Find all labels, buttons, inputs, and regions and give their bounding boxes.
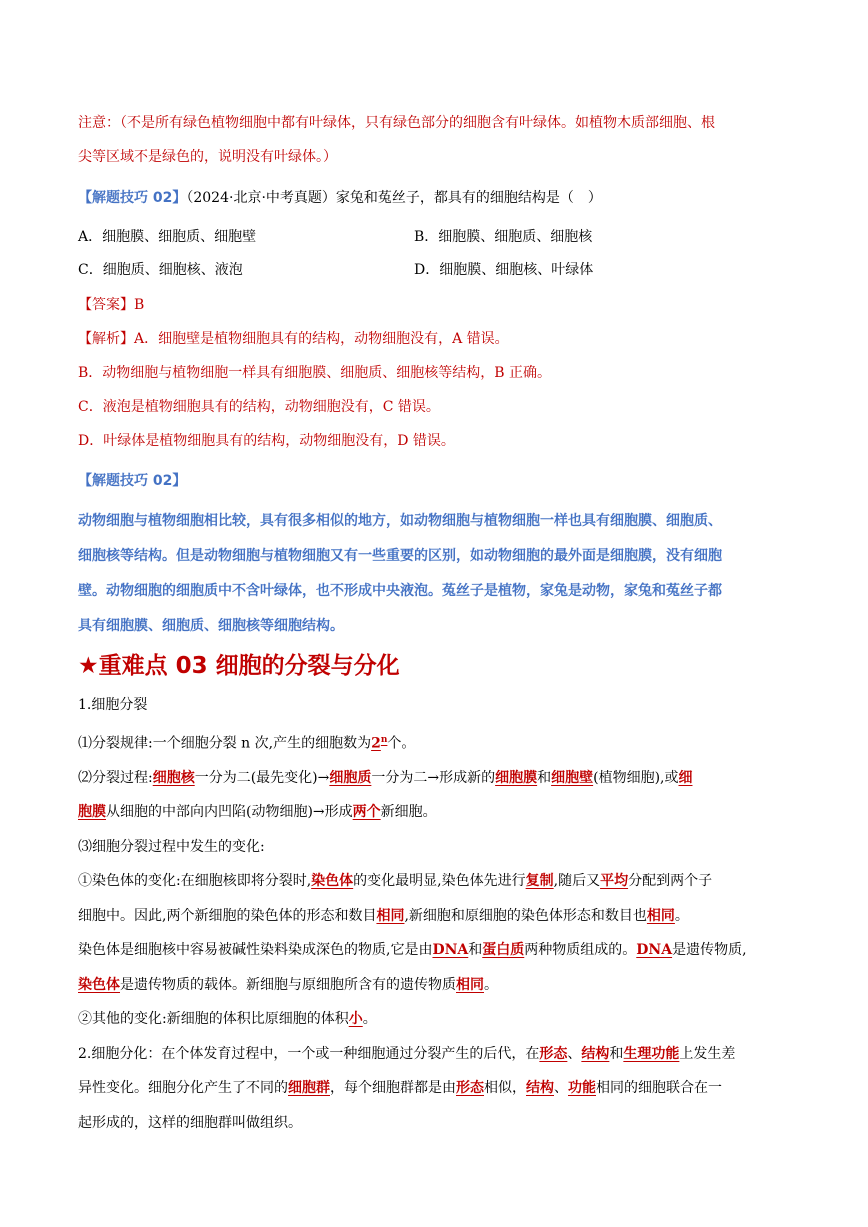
text-run: DNA [636, 942, 673, 959]
text-run: ，每个细胞群都是由 [330, 1080, 456, 1097]
text-run: 结构 [581, 1045, 610, 1062]
text-run: 的变化最明显,染色体先进行 [353, 873, 526, 890]
text-run: 生理功能 [623, 1045, 680, 1062]
text-run: 。 [674, 907, 689, 924]
text-run: ⑵分裂过程: [78, 769, 153, 786]
para-cell-division: 1.细胞分裂 [78, 697, 148, 713]
text-run: 2.细胞分化：在个体发育过程中，一个或一种细胞通过分裂产生的后代，在 [78, 1045, 540, 1062]
text-run: 个。 [387, 735, 416, 752]
text-run: 形态 [456, 1080, 484, 1097]
tip-tag: 【解题技巧 02】 [78, 473, 187, 489]
text-run: 相同 [456, 976, 484, 993]
text-run: A．细胞壁是植物细胞具有的结构，动物细胞没有，A 错误。 [134, 331, 509, 347]
text-run: 复制 [525, 873, 554, 890]
text-run: 和 [609, 1045, 624, 1062]
text-run: 细胞核 [152, 769, 195, 786]
text-run: 细胞壁 [551, 769, 594, 786]
text-run: 结构 [526, 1080, 554, 1097]
tip-line-4: 具有细胞膜、细胞质、细胞核等细胞结构。 [78, 618, 344, 634]
option-c: C．细胞质、细胞核、液泡 [78, 262, 243, 278]
note-line-1: 注意：（不是所有绿色植物细胞中都有叶绿体，只有绿色部分的细胞含有叶绿体。如植物木质部细胞、根 [78, 115, 715, 131]
text-run: 、 [554, 1080, 568, 1097]
text-run: 细 [678, 769, 693, 786]
text-run: 上发生差 [679, 1045, 736, 1062]
text-run: 细胞中。因此,两个新细胞的染色体的形态和数目 [78, 907, 377, 924]
question-stem [78, 181, 810, 215]
text-run: 异性变化。细胞分化产生了不同的 [78, 1080, 288, 1097]
question-text: （2024·北京·中考真题）家兔和菟丝子，都具有的细胞结构是（ ） [186, 190, 602, 206]
text-run: 功能 [568, 1080, 596, 1097]
para-chromosome-change [78, 864, 810, 933]
section-title: ★重难点 03 细胞的分裂与分化 [78, 653, 400, 679]
text-run: 细胞群 [288, 1080, 330, 1097]
answer-tag: 【答案】 [78, 297, 134, 313]
options-row-1 [78, 220, 810, 254]
text-run: 染色体 [311, 873, 354, 890]
note-paragraph [78, 106, 810, 174]
tip-line-3: 壁。动物细胞的细胞质中不含叶绿体，也不形成中央液泡。菟丝子是植物，家兔是动物，家兔和菟丝子都 [78, 583, 722, 599]
text-run: 分配到两个子 [628, 873, 713, 890]
text-run: ①染色体的变化:在细胞核即将分裂时, [78, 873, 312, 890]
text-run: DNA [432, 942, 469, 959]
analysis-block [78, 322, 810, 458]
analysis-line-a [78, 322, 810, 356]
option-a: A．细胞膜、细胞质、细胞壁 [78, 229, 257, 245]
text-run: 染色体 [78, 976, 120, 993]
section-body [78, 688, 810, 1140]
text-run: 。 [484, 976, 498, 993]
text-run: 一分为二(最先变化)→ [194, 769, 330, 786]
analysis-line-d: D．叶绿体是植物细胞具有的结构，动物细胞没有，D 错误。 [78, 433, 455, 449]
text-run: 细胞质 [329, 769, 372, 786]
answer-value: B [134, 297, 145, 313]
text-run: 、 [567, 1045, 582, 1062]
text-run: 是遗传物质, [672, 942, 747, 959]
text-run: 蛋白质 [482, 942, 525, 959]
text-run: 新细胞。 [380, 804, 437, 821]
text-run: 和 [537, 769, 552, 786]
text-run: 相同 [646, 907, 675, 924]
para-cell-differentiation [78, 1037, 810, 1141]
para-division-rule [78, 723, 810, 761]
answer-line [78, 288, 810, 322]
text-run: ⑴分裂规律:一个细胞分裂 n 次,产生的细胞数为 [78, 735, 372, 752]
text-run: 是遗传物质的载体。新细胞与原细胞所含有的遗传物质 [120, 976, 456, 993]
text-run: 起形成的，这样的细胞群叫做组织。 [78, 1114, 302, 1131]
text-run: ,随后又 [553, 873, 601, 890]
text-run: 染色体是细胞核中容易被碱性染料染成深色的物质,它是由 [78, 942, 433, 959]
analysis-line-b: B．动物细胞与植物细胞一样具有细胞膜、细胞质、细胞核等结构，B 正确。 [78, 365, 552, 381]
analysis-tag: 【解析】 [78, 331, 134, 347]
para-division-process [78, 761, 810, 830]
para-other-changes [78, 1002, 810, 1037]
text-run: 平均 [600, 873, 629, 890]
text-run: ②其他的变化:新细胞的体积比原细胞的体积 [78, 1011, 349, 1028]
text-run: 相同 [376, 907, 405, 924]
note-line-2: 尖等区域不是绿色的，说明没有叶绿体。） [78, 149, 337, 165]
text-run: 小 [348, 1011, 363, 1028]
text-run: 从细胞的中部向内凹陷(动物细胞)→形成 [106, 804, 353, 821]
text-run: 胞膜 [78, 804, 106, 821]
tip-line-1: 动物细胞与植物细胞相比较，具有很多相似的地方，如动物细胞与植物细胞一样也具有细胞膜、细胞质、 [78, 513, 722, 529]
question-tag: 【解题技巧 02】 [78, 190, 187, 206]
tip-block [78, 464, 810, 644]
text-run: 。 [362, 1011, 377, 1028]
analysis-line-c: C．液泡是植物细胞具有的结构，动物细胞没有，C 错误。 [78, 399, 440, 415]
text-run: n [380, 734, 388, 745]
text-run: 相似， [484, 1080, 526, 1097]
text-run: 两个 [352, 804, 381, 821]
text-run: 两种物质组成的。 [524, 942, 637, 959]
text-run: 2 [371, 735, 381, 752]
text-run: 和 [468, 942, 483, 959]
text-run: (植物细胞),或 [593, 769, 679, 786]
text-run: 一分为二→形成新的 [371, 769, 496, 786]
tip-line-2: 细胞核等结构。但是动物细胞与植物细胞又有一些重要的区别，如动物细胞的最外面是细胞膜，没有细胞 [78, 548, 722, 564]
options-row-2 [78, 253, 810, 287]
para-changes: ⑶细胞分裂过程中发生的变化: [78, 838, 265, 855]
text-run: 形态 [539, 1045, 568, 1062]
text-run: 细胞膜 [495, 769, 538, 786]
text-run: ,新细胞和原细胞的染色体形态和数目也 [404, 907, 647, 924]
option-b: B．细胞膜、细胞质、细胞核 [414, 229, 593, 245]
option-d: D．细胞膜、细胞核、叶绿体 [414, 262, 594, 278]
text-run: 相同的细胞联合在一 [596, 1080, 722, 1097]
para-chromosome-definition [78, 933, 810, 1002]
